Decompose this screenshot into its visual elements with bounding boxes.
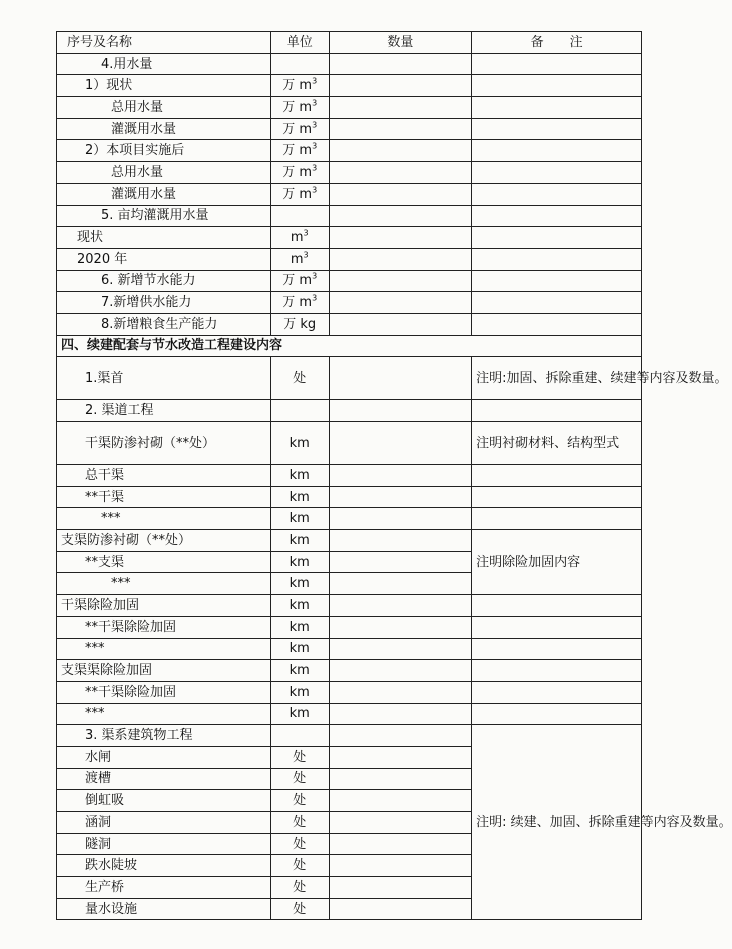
row-name: 倒虹吸 — [57, 790, 271, 812]
row-qty — [329, 660, 472, 682]
row-name: 2）本项目实施后 — [57, 140, 271, 162]
row-qty — [329, 292, 472, 314]
table-row — [57, 508, 642, 530]
row-unit: km — [270, 486, 329, 508]
row-note — [472, 486, 642, 508]
unit-superscript: 3 — [303, 250, 309, 260]
row-qty — [329, 183, 472, 205]
table-row — [57, 53, 642, 75]
row-note — [472, 681, 642, 703]
row-unit: 万 $m^3$ — [270, 270, 329, 292]
row-unit: km — [270, 638, 329, 660]
row-qty — [329, 530, 472, 552]
row-name: 3. 渠系建筑物工程 — [57, 725, 271, 747]
row-qty — [329, 465, 472, 487]
row-unit: km — [270, 465, 329, 487]
table-row — [57, 248, 642, 270]
table-row — [57, 292, 642, 314]
row-name: 干渠防渗衬砌（**处） — [57, 422, 271, 465]
row-note — [472, 270, 642, 292]
row-name: **干渠 — [57, 486, 271, 508]
header-name: 序号及名称 — [57, 32, 271, 54]
section-header-row — [57, 335, 642, 357]
header-note: 备 注 — [472, 32, 642, 54]
header-qty: 数量 — [329, 32, 472, 54]
row-qty — [329, 812, 472, 834]
row-name: 干渠除险加固 — [57, 595, 271, 617]
row-qty — [329, 118, 472, 140]
row-unit: km — [270, 551, 329, 573]
row-unit: 处 — [270, 855, 329, 877]
row-name: 跌水陡坡 — [57, 855, 271, 877]
table-header-row — [57, 32, 642, 54]
row-note — [472, 465, 642, 487]
row-qty — [329, 833, 472, 855]
row-note — [472, 703, 642, 725]
row-name: 1.渠首 — [57, 357, 271, 400]
row-qty — [329, 573, 472, 595]
row-qty — [329, 638, 472, 660]
row-name: 7.新增供水能力 — [57, 292, 271, 314]
row-name: 隧洞 — [57, 833, 271, 855]
row-unit: 处 — [270, 357, 329, 400]
row-qty — [329, 205, 472, 227]
unit-superscript: 3 — [312, 272, 318, 282]
row-unit — [270, 725, 329, 747]
row-unit — [270, 53, 329, 75]
row-note — [472, 118, 642, 140]
row-qty — [329, 508, 472, 530]
row-name: 支渠防渗衬砌（**处） — [57, 530, 271, 552]
row-unit: 万 $m^3$ — [270, 162, 329, 184]
row-name: 水闸 — [57, 746, 271, 768]
row-qty — [329, 898, 472, 920]
row-note — [472, 162, 642, 184]
row-note — [472, 660, 642, 682]
row-name: *** — [57, 573, 271, 595]
row-name: 涵洞 — [57, 812, 271, 834]
row-name: 1）现状 — [57, 75, 271, 97]
row-qty — [329, 422, 472, 465]
row-note — [472, 638, 642, 660]
row-qty — [329, 162, 472, 184]
row-name: 2020 年 — [57, 248, 271, 270]
row-qty — [329, 768, 472, 790]
row-qty — [329, 703, 472, 725]
table-row — [57, 638, 642, 660]
table-row — [57, 97, 642, 119]
table-row — [57, 530, 642, 552]
row-note: 注明衬砌材料、结构型式 — [472, 422, 642, 465]
header-unit: 单位 — [270, 32, 329, 54]
table-row — [57, 660, 642, 682]
row-qty — [329, 357, 472, 400]
row-qty — [329, 53, 472, 75]
row-unit: 万 $m^3$ — [270, 183, 329, 205]
row-qty — [329, 227, 472, 249]
row-name: 现状 — [57, 227, 271, 249]
row-unit — [270, 400, 329, 422]
row-name: 总用水量 — [57, 97, 271, 119]
row-name: 灌溉用水量 — [57, 118, 271, 140]
unit-superscript: 3 — [312, 163, 318, 173]
row-note — [472, 75, 642, 97]
table-row — [57, 118, 642, 140]
section-title: 四、续建配套与节水改造工程建设内容 — [57, 335, 642, 357]
row-unit: 万 $m^3$ — [270, 75, 329, 97]
row-qty — [329, 725, 472, 747]
unit-superscript: 3 — [312, 293, 318, 303]
row-note — [472, 205, 642, 227]
row-name: 生产桥 — [57, 877, 271, 899]
row-note — [472, 508, 642, 530]
table-row — [57, 227, 642, 249]
row-name: 总用水量 — [57, 162, 271, 184]
row-qty — [329, 270, 472, 292]
row-unit: 处 — [270, 746, 329, 768]
row-unit: 万 $m^3$ — [270, 97, 329, 119]
structures-note: 注明: 续建、加固、拆除重建等内容及数量。 — [472, 725, 642, 920]
row-qty — [329, 248, 472, 270]
row-unit: km — [270, 681, 329, 703]
row-name: 总干渠 — [57, 465, 271, 487]
table-row — [57, 595, 642, 617]
row-name: **支渠 — [57, 551, 271, 573]
table-row — [57, 313, 642, 335]
row-name: 渡槽 — [57, 768, 271, 790]
table-row — [57, 465, 642, 487]
table-row — [57, 183, 642, 205]
row-unit: 处 — [270, 790, 329, 812]
row-note — [472, 140, 642, 162]
table-row — [57, 270, 642, 292]
row-unit: km — [270, 422, 329, 465]
row-qty — [329, 616, 472, 638]
row-note — [472, 183, 642, 205]
table-row — [57, 400, 642, 422]
unit-superscript: 3 — [312, 98, 318, 108]
row-unit: 万 $m^3$ — [270, 118, 329, 140]
row-name: 8.新增粮食生产能力 — [57, 313, 271, 335]
reinforce-note: 注明除险加固内容 — [472, 530, 642, 595]
unit-superscript: 3 — [303, 228, 309, 238]
row-note — [472, 616, 642, 638]
table-row — [57, 140, 642, 162]
table-row — [57, 75, 642, 97]
row-note — [472, 292, 642, 314]
table-row — [57, 616, 642, 638]
row-qty — [329, 877, 472, 899]
row-unit: km — [270, 530, 329, 552]
row-qty — [329, 790, 472, 812]
row-qty — [329, 551, 472, 573]
project-table — [56, 31, 732, 920]
row-name: 量水设施 — [57, 898, 271, 920]
unit-superscript: 3 — [312, 141, 318, 151]
row-unit: km — [270, 703, 329, 725]
row-name: *** — [57, 638, 271, 660]
row-name: **干渠除险加固 — [57, 681, 271, 703]
row-name: 2. 渠道工程 — [57, 400, 271, 422]
row-unit: km — [270, 660, 329, 682]
row-unit: km — [270, 616, 329, 638]
row-name: 4.用水量 — [57, 53, 271, 75]
unit-superscript: 3 — [312, 120, 318, 130]
row-unit: km — [270, 508, 329, 530]
row-unit: 万 $m^3$ — [270, 292, 329, 314]
table-row — [57, 486, 642, 508]
row-qty — [329, 97, 472, 119]
row-note — [472, 313, 642, 335]
row-unit: 万 $m^3$ — [270, 140, 329, 162]
row-unit: 处 — [270, 877, 329, 899]
row-note — [472, 53, 642, 75]
row-qty — [329, 855, 472, 877]
row-unit: 处 — [270, 812, 329, 834]
row-qty — [329, 486, 472, 508]
row-name: 5. 亩均灌溉用水量 — [57, 205, 271, 227]
table-row — [57, 422, 642, 465]
row-unit: 万 kg — [270, 313, 329, 335]
row-note — [472, 595, 642, 617]
row-qty — [329, 681, 472, 703]
unit-superscript: 3 — [312, 76, 318, 86]
row-name: 6. 新增节水能力 — [57, 270, 271, 292]
row-name: **干渠除险加固 — [57, 616, 271, 638]
row-unit: 处 — [270, 833, 329, 855]
row-unit: km — [270, 595, 329, 617]
row-note — [472, 248, 642, 270]
row-qty — [329, 75, 472, 97]
row-qty — [329, 595, 472, 617]
row-name: *** — [57, 703, 271, 725]
row-note — [472, 400, 642, 422]
row-name: *** — [57, 508, 271, 530]
row-note — [472, 227, 642, 249]
row-unit: $m^3$ — [270, 248, 329, 270]
table-row — [57, 725, 642, 747]
row-note: 注明:加固、拆除重建、续建等内容及数量。 — [472, 357, 642, 400]
row-qty — [329, 400, 472, 422]
row-qty — [329, 313, 472, 335]
row-unit: 处 — [270, 898, 329, 920]
row-unit — [270, 205, 329, 227]
table-row — [57, 681, 642, 703]
unit-superscript: 3 — [312, 185, 318, 195]
row-note — [472, 97, 642, 119]
row-name: 支渠渠除险加固 — [57, 660, 271, 682]
row-unit: $m^3$ — [270, 227, 329, 249]
row-qty — [329, 746, 472, 768]
table-row — [57, 162, 642, 184]
row-name: 灌溉用水量 — [57, 183, 271, 205]
row-unit: km — [270, 573, 329, 595]
table-row — [57, 205, 642, 227]
row-unit: 处 — [270, 768, 329, 790]
row-qty — [329, 140, 472, 162]
table-row — [57, 357, 642, 400]
table-row — [57, 703, 642, 725]
